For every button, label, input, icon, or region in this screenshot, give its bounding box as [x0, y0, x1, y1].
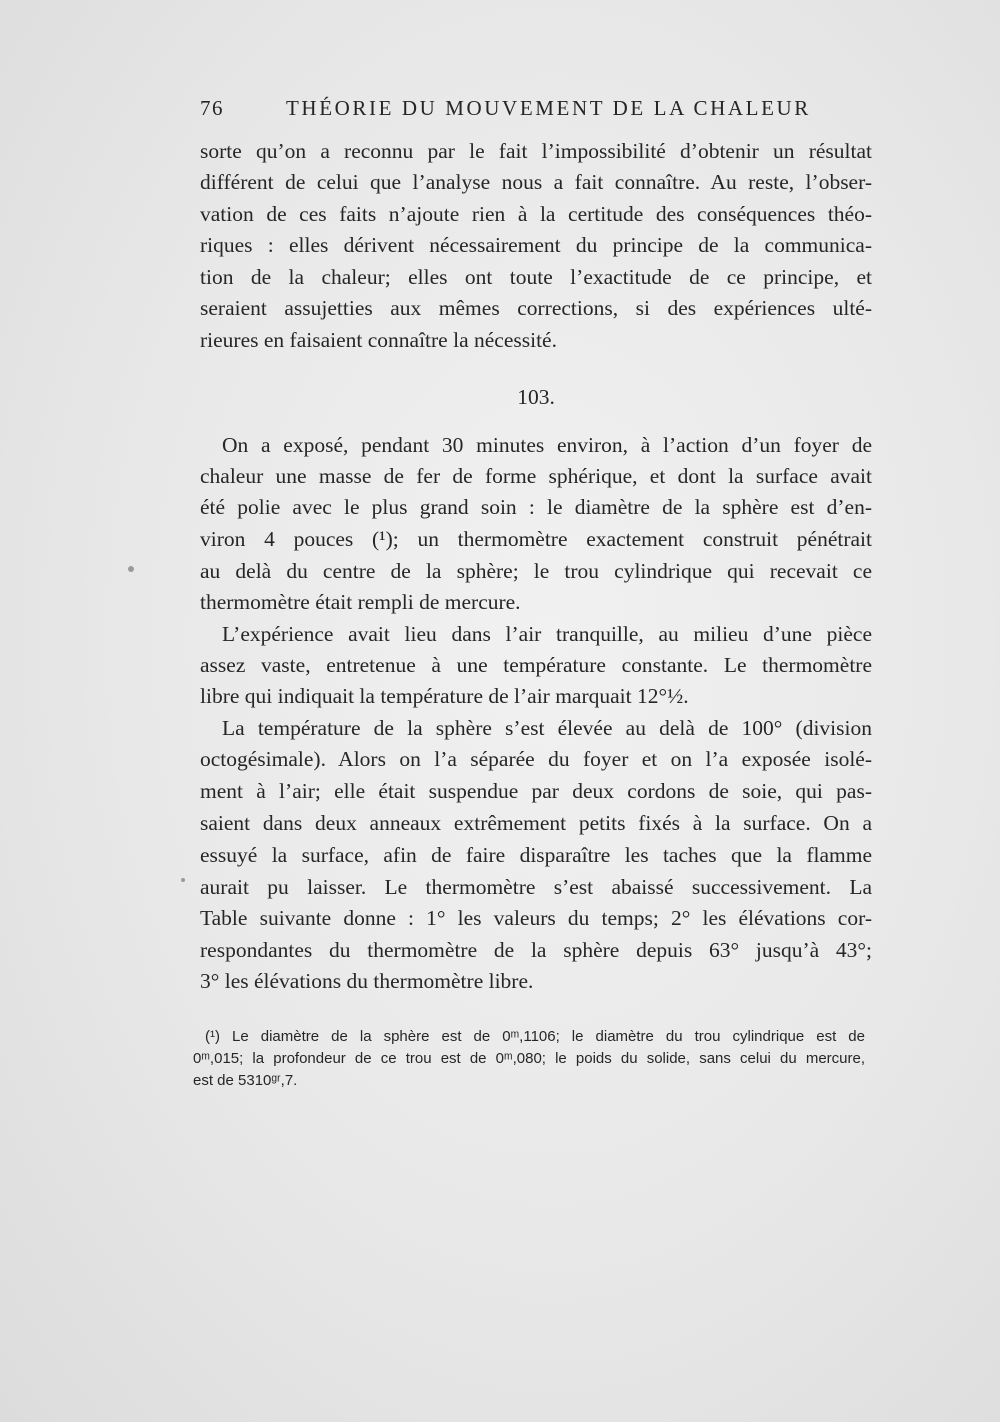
text-line: viron 4 pouces (¹); un thermomètre exactement construit pénétrait — [200, 527, 872, 551]
footnote-line: (¹) Le diamètre de la sphère est de 0ᵐ,1106; le diamètre du trou cylindrique est de — [205, 1028, 865, 1045]
text-line: chaleur une masse de fer de forme sphérique, et dont la surface avait — [200, 464, 872, 488]
text-line: rieures en faisaient connaître la nécessité. — [200, 328, 557, 352]
text-line: au delà du centre de la sphère; le trou cylindrique qui recevait ce — [200, 559, 872, 583]
text-line: L’expérience avait lieu dans l’air tranquille, au milieu d’une pièce — [222, 622, 872, 646]
text-line: seraient assujetties aux mêmes corrections, si des expériences ulté- — [200, 296, 872, 320]
running-title: THÉORIE DU MOUVEMENT DE LA CHALEUR — [286, 96, 811, 120]
text-line: 3° les élévations du thermomètre libre. — [200, 969, 534, 993]
text-line: sorte qu’on a reconnu par le fait l’impossibilité d’obtenir un résultat — [200, 139, 872, 163]
scan-speck — [128, 566, 134, 572]
text-line: La température de la sphère s’est élevée au delà de 100° (division — [222, 716, 872, 740]
text-line: Table suivante donne : 1° les valeurs du temps; 2° les élévations cor- — [200, 906, 872, 930]
text-line: ment à l’air; elle était suspendue par deux cordons de soie, qui pas- — [200, 779, 872, 803]
text-line: assez vaste, entretenue à une température constante. Le thermomètre — [200, 653, 872, 677]
text-line: respondantes du thermomètre de la sphère depuis 63° jusqu’à 43°; — [200, 938, 872, 962]
text-line: différent de celui que l’analyse nous a fait connaître. Au reste, l’obser- — [200, 170, 872, 194]
text-line: essuyé la surface, afin de faire disparaître les taches que la flamme — [200, 843, 872, 867]
text-line: saient dans deux anneaux extrêmement petits fixés à la surface. On a — [200, 811, 872, 835]
text-line: riques : elles dérivent nécessairement du principe de la communica- — [200, 233, 872, 257]
text-line: thermomètre était rempli de mercure. — [200, 590, 521, 614]
text-line: libre qui indiquait la température de l’air marquait 12°½. — [200, 684, 689, 708]
text-line: On a exposé, pendant 30 minutes environ, à l’action d’un foyer de — [222, 433, 872, 457]
page-number: 76 — [200, 96, 224, 120]
text-line: tion de la chaleur; elles ont toute l’exactitude de ce principe, et — [200, 265, 872, 289]
text-line: octogésimale). Alors on l’a séparée du foyer et on l’a exposée isolé- — [200, 747, 872, 771]
footnote-line: 0ᵐ,015; la profondeur de ce trou est de 0ᵐ,080; le poids du solide, sans celui du mercure, — [193, 1050, 865, 1067]
scan-speck — [181, 878, 185, 882]
text-line: aurait pu laisser. Le thermomètre s’est abaissé successivement. La — [200, 875, 872, 899]
text-line: été polie avec le plus grand soin : le diamètre de la sphère est d’en- — [200, 495, 872, 519]
section-number: 103. — [517, 385, 555, 409]
footnote-line: est de 5310ᵍʳ,7. — [193, 1072, 298, 1089]
text-line: vation de ces faits n’ajoute rien à la certitude des conséquences théo- — [200, 202, 872, 226]
page-header — [200, 96, 872, 130]
